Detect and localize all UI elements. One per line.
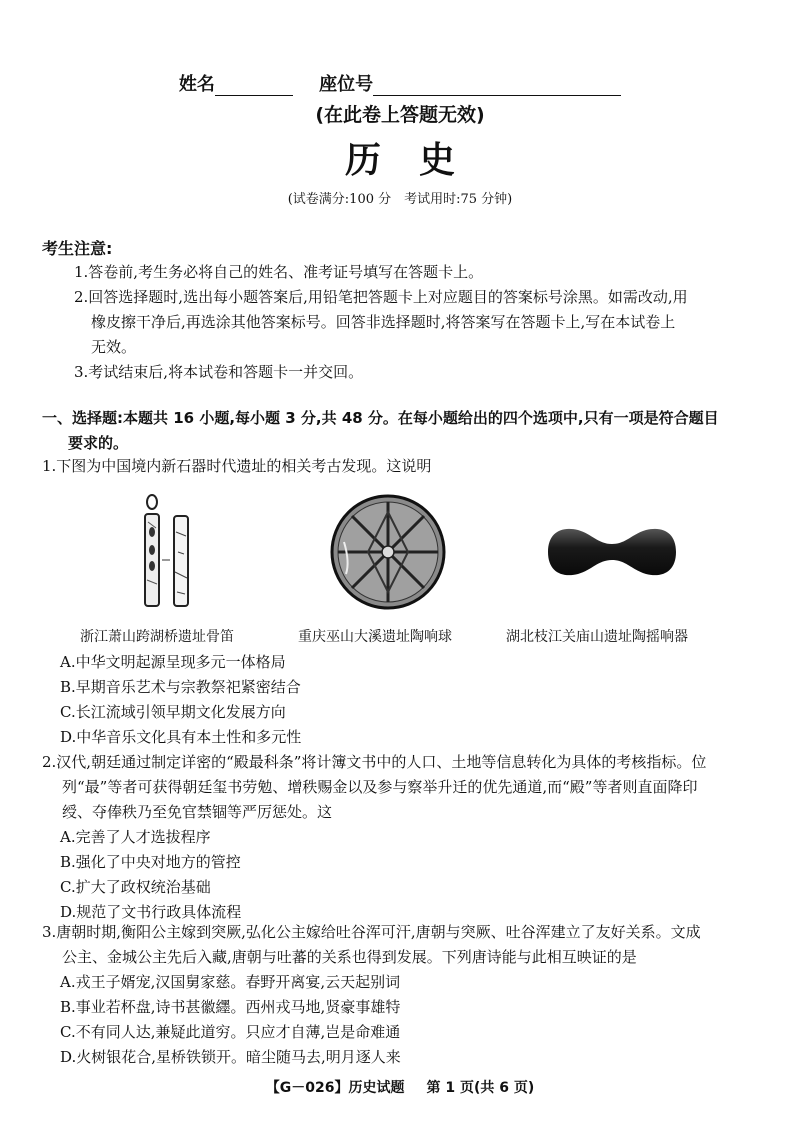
section-heading-line: 要求的。 <box>68 434 129 452</box>
artifact-figure <box>42 486 764 646</box>
option-d: D.中华音乐文化具有本土性和多元性 <box>60 728 302 746</box>
section-heading <box>42 406 764 456</box>
notice-item <box>74 360 764 385</box>
section-heading-line: 一、选择题:本题共 16 小题,每小题 3 分,共 48 分。在每小题给出的四个选项中,只有一项是符合题目 <box>42 409 719 427</box>
notice-list <box>74 260 764 385</box>
figure-caption-1: 浙江萧山跨湖桥遗址骨笛 <box>80 629 234 645</box>
option-c: C.不有同人达,兼疑此道穷。只应才自薄,岂是命难通 <box>60 1023 401 1041</box>
pottery-ball-image <box>328 492 448 616</box>
option-a: A.完善了人才选拔程序 <box>60 828 211 846</box>
option-a: A.戎王子婿宠,汉国舅家慈。春野开离宴,云天起别词 <box>60 973 401 991</box>
name-label: 姓名 <box>178 74 215 95</box>
notice-line: 2.回答选择题时,选出每小题答案后,用铅笔把答题卡上对应题目的答案标号涂黑。如需改动,用 <box>74 288 688 306</box>
option-d: D.火树银花合,星桥铁锁开。暗尘随马去,明月逐人来 <box>60 1048 401 1066</box>
stem-line: 公主、金城公主先后入藏,唐朝与吐蕃的关系也得到发展。下列唐诗能与此相互映证的是 <box>62 948 637 966</box>
option-b: B.早期音乐艺术与宗教祭祀紧密结合 <box>60 678 301 696</box>
question-stem <box>42 454 764 479</box>
stem-line: 2.汉代,朝廷通过制定详密的“殿最科条”将计簿文书中的人口、土地等信息转化为具体的考核指标。位 <box>42 753 707 771</box>
exam-code: 【G－026】历史试题 <box>265 1080 405 1096</box>
notice-line: 1.答卷前,考生务必将自己的姓名、准考证号填写在答题卡上。 <box>74 263 484 281</box>
name-blank <box>215 77 293 96</box>
notice-item <box>74 285 764 360</box>
invalid-note: (在此卷上答题无效) <box>315 104 485 126</box>
figure-caption-2: 重庆巫山大溪遗址陶响球 <box>298 629 452 645</box>
page-title: 历史 <box>344 139 493 181</box>
page-number: 第 1 页(共 6 页) <box>426 1080 535 1096</box>
pottery-rattle-image <box>542 522 682 586</box>
question-1 <box>42 454 764 479</box>
option-b: B.事业若杯盘,诗书甚徽纆。西州戎马地,贤豪事雄特 <box>60 998 401 1016</box>
notice-item <box>74 260 764 285</box>
question-stem <box>42 750 764 825</box>
notice-line: 无效。 <box>91 338 137 356</box>
student-info-line <box>0 70 800 96</box>
notice-title: 考生注意: <box>42 239 113 258</box>
question-3 <box>42 920 764 1070</box>
seat-blank <box>373 77 621 96</box>
option-d: D.规范了文书行政具体流程 <box>60 903 242 921</box>
option-c: C.长江流域引领早期文化发展方向 <box>60 703 286 721</box>
stem-line: 3.唐朝时期,衡阳公主嫁到突厥,弘化公主嫁给吐谷浑可汗,唐朝与突厥、吐谷浑建立了友好关系。文成 <box>42 923 701 941</box>
question-2 <box>42 750 764 925</box>
stem-line: 列“最”等者可获得朝廷玺书劳勉、增秩赐金以及参与察举升迁的优先通道,而“殿”等者则直面降印 <box>62 778 698 796</box>
option-b: B.强化了中央对地方的管控 <box>60 853 241 871</box>
stem-line: 1.下图为中国境内新石器时代遗址的相关考古发现。这说明 <box>42 457 432 475</box>
stem-line: 绶、夺俸秩乃至免官禁锢等严厉惩处。这 <box>62 803 333 821</box>
notice-line: 3.考试结束后,将本试卷和答题卡一并交回。 <box>74 363 364 381</box>
exam-meta: (试卷满分:100 分 考试用时:75 分钟) <box>287 192 513 207</box>
question-stem <box>42 920 764 970</box>
figure-caption-3: 湖北枝江关庙山遗址陶摇响器 <box>506 629 688 645</box>
bone-flute-image <box>126 492 206 616</box>
question-1-options <box>42 650 764 750</box>
seat-label: 座位号 <box>319 74 374 95</box>
notice-line: 橡皮擦干净后,再选涂其他答案标号。回答非选择题时,将答案写在答题卡上,写在本试卷上 <box>91 313 676 331</box>
option-c: C.扩大了政权统治基础 <box>60 878 211 896</box>
page-footer <box>0 1077 800 1097</box>
option-a: A.中华文明起源呈现多元一体格局 <box>60 653 286 671</box>
